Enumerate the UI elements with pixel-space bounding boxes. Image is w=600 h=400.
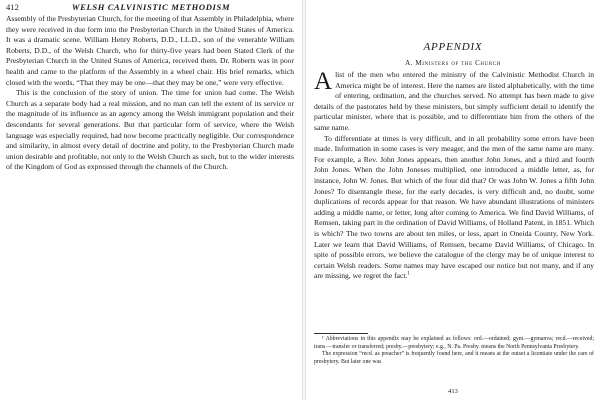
right-page [306, 0, 600, 400]
right-paragraph-2 [314, 134, 594, 282]
footnote-1: ¹ Abbreviations in this appendix may be explained as follows: ord.—ordained; gym.—gymanva; recd.—received; trans.—transfer or transferred; presby.—presbytery; e.g., N. Pa. Presby. means the North Pennsylvania Presbytery. [314, 336, 594, 350]
right-paragraph-1-text: list of the men who entered the ministry of the Calvinistic Methodist Church in America might be of interest. Here the names are listed alphabetically, with the time of entering, ordination, and the churches served. No attempt has been made to give details of the pastorates held by these ministers, but simply sufficient detail to identify the particular minister, where that is possible, and to differentiate him from the others of the same name. [314, 70, 594, 132]
footnote-2: The expression “recd. as preacher” is frequently found here, and it means at the outset a licentiate under the care of presbytery. But later one was [314, 351, 594, 365]
running-title: WELSH CALVINISTIC METHODISM [71, 2, 231, 12]
drop-cap: A [314, 68, 333, 95]
section-heading: A. Ministers of the Church [405, 59, 501, 67]
right-paragraph-2-text: To differentiate at times is very difficult, and in all probability some errors have been made. Information in some cases is very meager, and the men of the same name are many. For example, a Rev. John Jones appears, then another John Jones, and a third and fourth John Jones. When the John Joneses multiplied, one introduced a middle letter, as, for instance, John W. Jones. But which of the four did that? Or was John W. Jones a fifth John Jones? To disentangle these, for the early decades, is very difficult and, no doubt, some duplications of records appear for that reason. We have abundant illustrations of ministers adding a middle name, or letter, long after coming to America. We find David Williams, of Remsen, taking part in the ordination of David Williams, of Holland Patent, in 1851. Which is which? The two towns are about ten miles, or less, apart in Oneida County, New York. Later we learn that David Williams, of Remsen, became David Williams, of Chicago. In spite of possible errors, we believe the catalogue of the clergy may be of unique interest to certain Welsh readers. Some names may have escaped our notice but not many, and if any are missing, we regret the fact. [314, 133, 594, 281]
left-paragraph-1: Assembly of the Presbyterian Church, for the meeting of that Assembly in Philadelphia, where they were received in due form into the Presbyterian Church in the United States of America. It was a dramatic scene. William Henry Roberts, D.D., LL.D., son of the venerable William Roberts, D.D., of the Welsh Church, who for thirty-five years had been Stated Clerk of the Presbyterian Church in the United States of America, received them. Dr. Roberts was in poor health and came to the platform of the Assembly in a wheel chair. His brief remarks, which closed with the words, “That they may be one—that they may be one,” were very effective. [6, 14, 294, 87]
footnote-rule [314, 333, 368, 334]
left-page-body [6, 14, 294, 173]
footnotes [314, 336, 594, 366]
appendix-title: APPENDIX [423, 41, 483, 53]
left-running-head [6, 1, 296, 13]
right-paragraph-1 [314, 70, 594, 134]
footnote-marker: 1 [407, 271, 410, 277]
left-paragraph-2: This is the conclusion of the story of union. The time for union had come. The Welsh Church as a separate body had a real mission, and no man can tell the extent of its service or the magnitude of its influence as an agency among the Welsh immigrant population and their descendants for several generations. But that particular form of service, where the Welsh language was especially required, had now become practically negligible. Our correspondence and similarity, in almost every detail of doctrine and polity, to the Presbyterian Church made union desirable and profitable, not only to the Welsh Church as such, but to the wider interests of the Kingdom of God as expressed through the channels of the Church. [6, 88, 294, 172]
right-page-body [314, 70, 594, 282]
right-page-number: 413 [448, 388, 458, 395]
left-page-number: 412 [6, 2, 19, 12]
